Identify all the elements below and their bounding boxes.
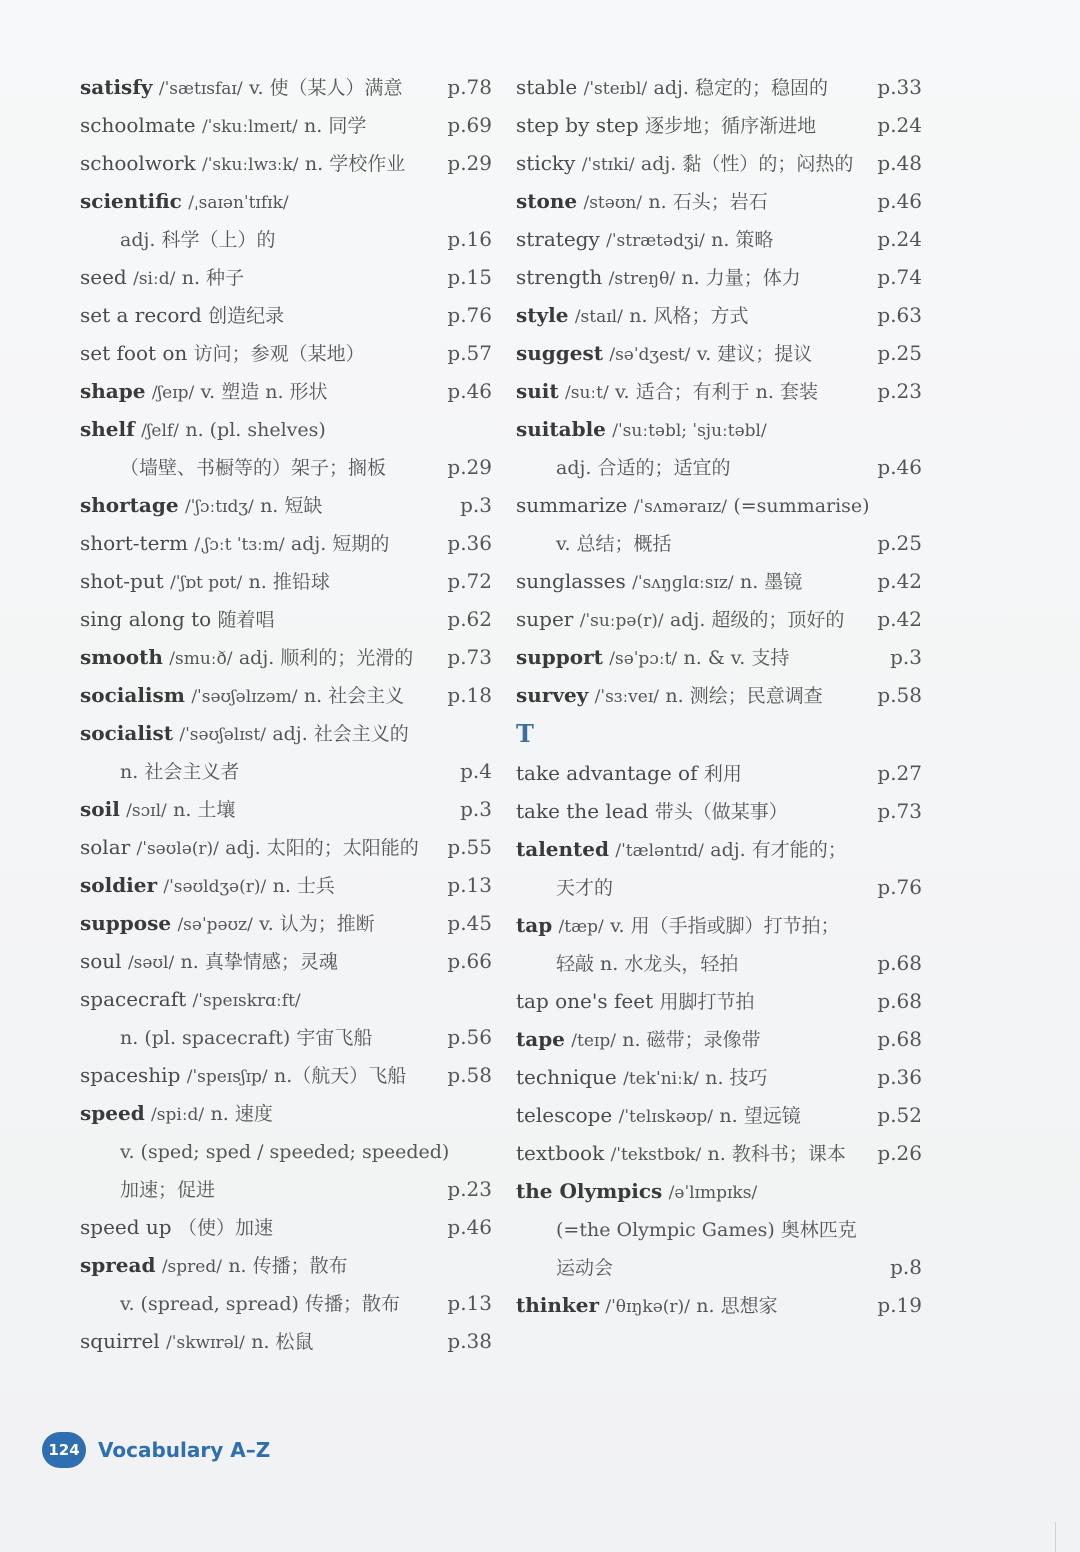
- page-reference: p.58: [877, 683, 922, 707]
- headword: textbook: [516, 1141, 605, 1165]
- definition: n. 石头；岩石: [648, 191, 768, 213]
- page-reference: p.3: [460, 797, 492, 821]
- phonetic: /staɪl/: [574, 307, 623, 327]
- page-number-badge: 124: [42, 1432, 86, 1468]
- vocab-entry: [80, 296, 492, 334]
- phonetic: /ˈtelɪskəʊp/: [618, 1107, 714, 1127]
- phonetic: /ˈstrætədʒi/: [606, 231, 705, 251]
- phonetic: /ˈʃɒt pʊt/: [170, 573, 243, 593]
- page-reference: p.19: [877, 1293, 922, 1317]
- vocab-entry: [80, 904, 492, 942]
- entry-continuation: [80, 752, 492, 790]
- vocab-entry: [80, 714, 492, 752]
- vocab-entry: [516, 486, 922, 524]
- vocab-entry: [516, 600, 922, 638]
- definition: 访问；参观（某地）: [193, 343, 365, 365]
- page-reference: p.55: [447, 835, 492, 859]
- definition: v. 用（手指或脚）打节拍；: [610, 915, 840, 937]
- page-reference: p.3: [890, 645, 922, 669]
- entry-continuation: [516, 524, 922, 562]
- phonetic: /ˈsɜːveɪ/: [594, 687, 660, 707]
- phonetic: /ˈskuːlwɜːk/: [202, 155, 299, 175]
- phonetic: /əˈlɪmpɪks/: [668, 1183, 758, 1203]
- definition: (=the Olympic Games) 奥林匹克: [556, 1219, 857, 1241]
- vocab-entry: [80, 600, 492, 638]
- page-reference: p.42: [877, 569, 922, 593]
- phonetic: /tæp/: [558, 917, 604, 937]
- headword: talented: [516, 837, 610, 861]
- phonetic: /ˈsəʊldʒə(r)/: [163, 877, 267, 897]
- phonetic: /ˈsəʊʃəlɪst/: [179, 725, 266, 745]
- vocab-entry: [80, 372, 492, 410]
- definition: n. 测绘；民意调查: [665, 685, 823, 707]
- vocab-entry: [516, 906, 922, 944]
- entry-continuation: [516, 1248, 922, 1286]
- entry-continuation: [80, 220, 492, 258]
- page-reference: p.29: [447, 151, 492, 175]
- headword: suggest: [516, 341, 603, 365]
- vocab-entry: [80, 1322, 492, 1360]
- vocab-entry: [80, 68, 492, 106]
- page-reference: p.45: [447, 911, 492, 935]
- definition: adj. 科学（上）的: [120, 229, 276, 251]
- headword: scientific: [80, 189, 182, 213]
- page-reference: p.8: [890, 1255, 922, 1279]
- phonetic: /siːd/: [133, 269, 176, 289]
- definition: adj. 社会主义的: [272, 723, 409, 745]
- headword: spaceship: [80, 1063, 181, 1087]
- vocab-entry: [516, 334, 922, 372]
- entry-continuation: [516, 448, 922, 486]
- page-reference: p.74: [877, 265, 922, 289]
- vocab-entry: [516, 1058, 922, 1096]
- definition: 运动会: [556, 1257, 614, 1279]
- page-reference: p.46: [877, 455, 922, 479]
- definition: n. 学校作业: [304, 153, 406, 175]
- phonetic: /ˈsʌŋɡlɑːsɪz/: [632, 573, 734, 593]
- page-reference: p.57: [447, 341, 492, 365]
- page-reference: p.58: [447, 1063, 492, 1087]
- phonetic: /ˈsuːtəbl; ˈsjuːtəbl/: [612, 421, 767, 441]
- definition: 加速；促进: [120, 1179, 216, 1201]
- headword: socialist: [80, 721, 174, 745]
- vocab-entry: [516, 1172, 922, 1210]
- vocab-entry: [516, 296, 922, 334]
- vocab-entry: [80, 1056, 492, 1094]
- headword: speed up: [80, 1215, 172, 1239]
- definition: n. 短缺: [260, 495, 323, 517]
- page-reference: p.46: [877, 189, 922, 213]
- definition: v. (spread, spread) 传播；散布: [120, 1293, 400, 1315]
- page-reference: p.18: [447, 683, 492, 707]
- phonetic: /ˌsaɪənˈtɪfɪk/: [188, 193, 289, 213]
- headword: speed: [80, 1101, 145, 1125]
- headword: solar: [80, 835, 131, 859]
- vocab-entry: [516, 638, 922, 676]
- headword: technique: [516, 1065, 617, 1089]
- headword: suppose: [80, 911, 172, 935]
- phonetic: /spiːd/: [151, 1105, 205, 1125]
- headword: strength: [516, 265, 603, 289]
- definition: n. 传播；散布: [228, 1255, 348, 1277]
- definition: 逐步地；循序渐进地: [645, 115, 817, 137]
- headword: sunglasses: [516, 569, 626, 593]
- vocab-entry: [80, 866, 492, 904]
- phonetic: /səˈdʒest/: [609, 345, 691, 365]
- definition: n. 力量；体力: [681, 267, 801, 289]
- vocab-entry: [516, 562, 922, 600]
- entry-continuation: [80, 1284, 492, 1322]
- headword: shortage: [80, 493, 179, 517]
- headword: suitable: [516, 417, 606, 441]
- vocab-entry: [80, 334, 492, 372]
- entry-continuation: [516, 944, 922, 982]
- definition: 轻敲 n. 水龙头，轻拍: [556, 953, 739, 975]
- vocab-entry: [80, 562, 492, 600]
- headword: spread: [80, 1253, 156, 1277]
- headword: stone: [516, 189, 578, 213]
- entry-continuation: [80, 1170, 492, 1208]
- phonetic: /ˈtekstbʊk/: [610, 1145, 702, 1165]
- headword: schoolmate: [80, 113, 196, 137]
- vocab-entry: [516, 792, 922, 830]
- definition: v. 塑造 n. 形状: [200, 381, 328, 403]
- definition: 利用: [703, 763, 742, 785]
- page-reference: p.72: [447, 569, 492, 593]
- definition: adj. 短期的: [290, 533, 390, 555]
- definition: adj. 太阳的；太阳能的: [225, 837, 419, 859]
- vocab-entry: [80, 980, 492, 1018]
- vocab-entry: [516, 1020, 922, 1058]
- vocab-entry: [516, 1134, 922, 1172]
- vocab-entry: [80, 942, 492, 980]
- vocab-entry: [516, 144, 922, 182]
- definition: n. 技巧: [705, 1067, 768, 1089]
- headword: the Olympics: [516, 1179, 663, 1203]
- definition: n. 社会主义者: [120, 761, 240, 783]
- definition: n. 思想家: [696, 1295, 778, 1317]
- page-reference: p.68: [877, 989, 922, 1013]
- page-reference: p.46: [447, 1215, 492, 1239]
- page-reference: p.4: [460, 759, 492, 783]
- definition: n. (pl. shelves): [185, 419, 326, 441]
- headword: soul: [80, 949, 122, 973]
- definition: n. 土壤: [173, 799, 236, 821]
- definition: n. 望远镜: [719, 1105, 801, 1127]
- phonetic: /ˈskuːlmeɪt/: [201, 117, 298, 137]
- definition: n. 速度: [210, 1103, 273, 1125]
- headword: schoolwork: [80, 151, 196, 175]
- phonetic: /ˈskwɪrəl/: [166, 1333, 245, 1353]
- headword: tap: [516, 913, 553, 937]
- phonetic: /səˈpəʊz/: [177, 915, 253, 935]
- page-reference: p.16: [447, 227, 492, 251]
- vocab-entry: [80, 1094, 492, 1132]
- definition: n. 松鼠: [251, 1331, 314, 1353]
- definition: v. (sped; sped / speeded; speeded): [120, 1141, 450, 1163]
- headword: spacecraft: [80, 987, 187, 1011]
- headword: take the lead: [516, 799, 649, 823]
- page-reference: p.63: [877, 303, 922, 327]
- headword: shelf: [80, 417, 135, 441]
- phonetic: /ˌʃɔːt ˈtɜːm/: [194, 535, 285, 555]
- headword: telescope: [516, 1103, 613, 1127]
- vocab-entry: [516, 1096, 922, 1134]
- vocab-entry: [80, 676, 492, 714]
- page-reference: p.3: [460, 493, 492, 517]
- page-reference: p.13: [447, 873, 492, 897]
- headword: survey: [516, 683, 589, 707]
- page-reference: p.78: [447, 75, 492, 99]
- vocab-entry: [516, 830, 922, 868]
- phonetic: /ˈstɪki/: [581, 155, 635, 175]
- definition: adj. 顺利的；光滑的: [238, 647, 414, 669]
- phonetic: /ˈsætɪsfaɪ/: [158, 79, 243, 99]
- vocab-entry: [516, 106, 922, 144]
- page-reference: p.13: [447, 1291, 492, 1315]
- headword: summarize: [516, 493, 628, 517]
- definition: v. 认为；推断: [259, 913, 375, 935]
- entry-continuation: [80, 448, 492, 486]
- phonetic: /streŋθ/: [608, 269, 676, 289]
- headword: strategy: [516, 227, 600, 251]
- phonetic: /ˈspeɪsʃɪp/: [186, 1067, 268, 1087]
- headword: sing along to: [80, 607, 212, 631]
- page-reference: p.36: [447, 531, 492, 555]
- phonetic: /ˈsəʊʃəlɪzəm/: [191, 687, 298, 707]
- headword: shot-put: [80, 569, 164, 593]
- definition: n. 同学: [304, 115, 367, 137]
- vocab-entry: [516, 258, 922, 296]
- page-reference: p.66: [447, 949, 492, 973]
- definition: adj. 黏（性）的；闷热的: [640, 153, 854, 175]
- definition: adj. 有才能的；: [710, 839, 847, 861]
- vocab-entry: [80, 790, 492, 828]
- page-reference: p.73: [877, 799, 922, 823]
- vocab-entry: [80, 1208, 492, 1246]
- vocab-entry: [516, 182, 922, 220]
- headword: short-term: [80, 531, 188, 555]
- phonetic: /səˈpɔːt/: [609, 649, 678, 669]
- headword: smooth: [80, 645, 163, 669]
- phonetic: /ʃeɪp/: [151, 383, 195, 403]
- page-reference: p.23: [447, 1177, 492, 1201]
- definition: n. 风格；方式: [629, 305, 749, 327]
- vocab-entry: [516, 754, 922, 792]
- page-reference: p.24: [877, 113, 922, 137]
- definition: v. 建议；提议: [696, 343, 813, 365]
- page-reference: p.42: [877, 607, 922, 631]
- definition: n. 社会主义: [303, 685, 405, 707]
- page-reference: p.27: [877, 761, 922, 785]
- definition: n. 策略: [711, 229, 774, 251]
- entry-continuation: [80, 1018, 492, 1056]
- definition: 天才的: [556, 877, 614, 899]
- vocab-entry: [516, 1286, 922, 1324]
- entry-continuation: [516, 1210, 922, 1248]
- headword: soldier: [80, 873, 158, 897]
- page-reference: p.36: [877, 1065, 922, 1089]
- vocab-entry: [80, 524, 492, 562]
- page-reference: p.76: [447, 303, 492, 327]
- page-reference: p.68: [877, 951, 922, 975]
- footer-title: Vocabulary A–Z: [98, 1438, 271, 1462]
- headword: seed: [80, 265, 127, 289]
- left-column: [80, 68, 492, 1360]
- page-reference: p.73: [447, 645, 492, 669]
- page-reference: p.38: [447, 1329, 492, 1353]
- definition: n. 墨镜: [739, 571, 803, 593]
- phonetic: /smuːð/: [169, 649, 233, 669]
- page-reference: p.69: [447, 113, 492, 137]
- definition: adj. 合适的；适宜的: [556, 457, 731, 479]
- vocab-entry: [516, 410, 922, 448]
- definition: n.（航天）飞船: [274, 1065, 407, 1087]
- definition: （墙壁、书橱等的）架子；搁板: [120, 457, 387, 479]
- vocab-entry: [80, 182, 492, 220]
- definition: n. 教科书；课本: [707, 1143, 846, 1165]
- vocab-entry: [516, 676, 922, 714]
- headword: stable: [516, 75, 578, 99]
- phonetic: /stəʊn/: [583, 193, 643, 213]
- headword: take advantage of: [516, 761, 698, 785]
- headword: set a record: [80, 303, 202, 327]
- headword: step by step: [516, 113, 639, 137]
- vocab-entry: [80, 106, 492, 144]
- vocab-entry: [80, 410, 492, 448]
- page-footer: [42, 1430, 270, 1470]
- vocab-entry: [516, 372, 922, 410]
- definition: n. & v. 支持: [683, 647, 790, 669]
- vocab-entry: [80, 486, 492, 524]
- phonetic: /ˈʃɔːtɪdʒ/: [184, 497, 254, 517]
- headword: support: [516, 645, 603, 669]
- headword: shape: [80, 379, 146, 403]
- page-reference: p.29: [447, 455, 492, 479]
- definition: n. 推铅球: [248, 571, 330, 593]
- page-reference: p.25: [877, 531, 922, 555]
- headword: satisfy: [80, 75, 153, 99]
- vocab-entry: [80, 828, 492, 866]
- definition: v. 使（某人）满意: [248, 77, 403, 99]
- headword: tape: [516, 1027, 565, 1051]
- vocab-entry: [516, 982, 922, 1020]
- definition: v. 总结；概括: [556, 533, 672, 555]
- phonetic: /ˈsʌməraɪz/: [633, 497, 727, 517]
- page-reference: p.52: [877, 1103, 922, 1127]
- phonetic: /ˈtæləntɪd/: [615, 841, 704, 861]
- vocab-entry: [80, 258, 492, 296]
- phonetic: /ʃelf/: [141, 421, 179, 441]
- definition: n. 真挚情感；灵魂: [180, 951, 338, 973]
- headword: style: [516, 303, 569, 327]
- headword: set foot on: [80, 341, 188, 365]
- phonetic: /teɪp/: [571, 1031, 616, 1051]
- phonetic: /ˈθɪŋkə(r)/: [605, 1297, 690, 1317]
- page-reference: p.24: [877, 227, 922, 251]
- phonetic: /sɔɪl/: [126, 801, 167, 821]
- definition: n. (pl. spacecraft) 宇宙飞船: [120, 1027, 373, 1049]
- definition: n. 磁带；录像带: [622, 1029, 761, 1051]
- phonetic: /tekˈniːk/: [623, 1069, 699, 1089]
- phonetic: /ˈsuːpə(r)/: [579, 611, 664, 631]
- definition: 随着唱: [217, 609, 275, 631]
- definition: （使）加速: [177, 1217, 273, 1239]
- page-reference: p.46: [447, 379, 492, 403]
- headword: tap one's feet: [516, 989, 654, 1013]
- page-reference: p.76: [877, 875, 922, 899]
- page-reference: p.15: [447, 265, 492, 289]
- entry-continuation: [516, 868, 922, 906]
- page-reference: p.25: [877, 341, 922, 365]
- right-column: [516, 68, 922, 1324]
- page-reference: p.68: [877, 1027, 922, 1051]
- definition: 用脚打节拍: [659, 991, 755, 1013]
- phonetic: /spred/: [161, 1257, 222, 1277]
- page-reference: p.62: [447, 607, 492, 631]
- page-reference: p.48: [877, 151, 922, 175]
- definition: adj. 稳定的；稳固的: [653, 77, 828, 99]
- vocab-entry: [516, 220, 922, 258]
- definition: 创造纪录: [208, 305, 285, 327]
- phonetic: /səʊl/: [127, 953, 175, 973]
- definition: 带头（做某事）: [654, 801, 788, 823]
- page-corner-mark: [1055, 1522, 1070, 1552]
- headword: squirrel: [80, 1329, 160, 1353]
- vocab-entry: [80, 144, 492, 182]
- page-reference: p.33: [877, 75, 922, 99]
- headword: socialism: [80, 683, 185, 707]
- page-reference: p.23: [877, 379, 922, 403]
- headword: super: [516, 607, 574, 631]
- section-letter: T: [516, 719, 534, 748]
- definition: n. 种子: [181, 267, 245, 289]
- phonetic: /ˈspeɪskrɑːft/: [192, 991, 301, 1011]
- phonetic: /ˈsteɪbl/: [583, 79, 648, 99]
- definition: adj. 超级的；顶好的: [669, 609, 845, 631]
- definition: n. 士兵: [272, 875, 335, 897]
- vocab-entry: [80, 1246, 492, 1284]
- phonetic: /suːt/: [565, 383, 609, 403]
- headword: thinker: [516, 1293, 600, 1317]
- headword: soil: [80, 797, 120, 821]
- headword: suit: [516, 379, 559, 403]
- definition: v. 适合；有利于 n. 套装: [615, 381, 818, 403]
- page-reference: p.56: [447, 1025, 492, 1049]
- vocab-entry: [80, 638, 492, 676]
- definition: (=summarise): [733, 495, 870, 517]
- headword: sticky: [516, 151, 576, 175]
- entry-continuation: [80, 1132, 492, 1170]
- phonetic: /ˈsəʊlə(r)/: [136, 839, 219, 859]
- vocab-entry: [516, 68, 922, 106]
- page-reference: p.26: [877, 1141, 922, 1165]
